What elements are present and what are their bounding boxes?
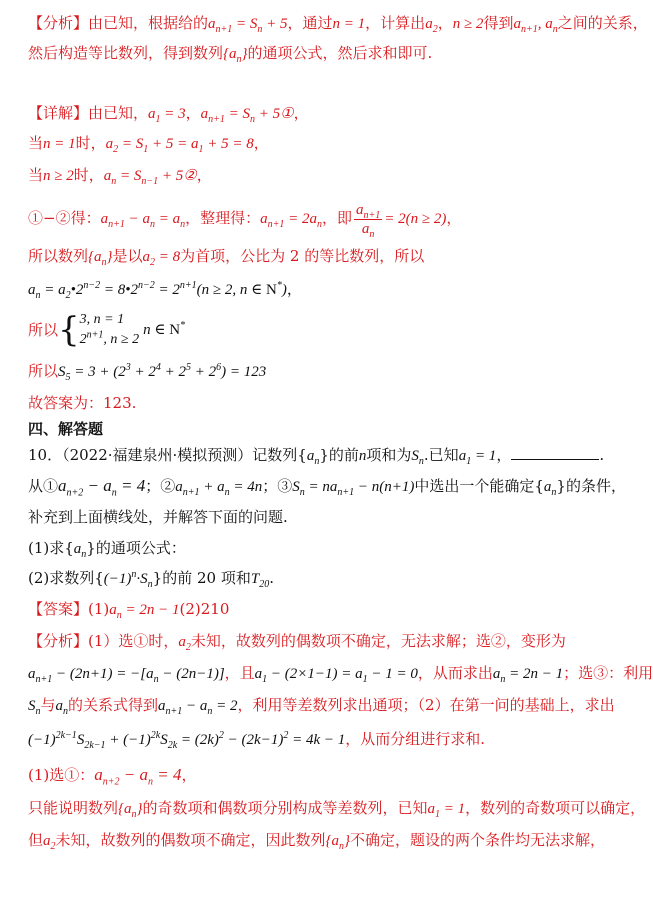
detail-line-5	[28, 245, 424, 268]
answer-line: 故答案为：123.	[28, 394, 137, 412]
detail-line-4	[28, 198, 461, 239]
text: 只能说明数列	[28, 799, 119, 817]
text: 所以数列	[28, 247, 89, 265]
text: }的通项公式：	[86, 539, 186, 557]
formula: n	[358, 448, 367, 464]
formula: $a_{n+2} - a_n = 4$	[94, 765, 182, 788]
text: 项和为	[366, 446, 412, 464]
formula: $\{a_n\}$	[223, 46, 248, 65]
text: 为首项，公比为 2 的等比数列，所以	[180, 247, 425, 265]
formula: $a_1 = 1$	[427, 801, 466, 820]
formula: $T_{20}$	[250, 571, 270, 590]
text: ，计算出	[365, 14, 426, 32]
text: ，整理得：	[185, 209, 261, 227]
cases: 3, n = 1 $2^{n+1}$, n ≥ 2	[79, 312, 140, 347]
formula: n = 1	[332, 16, 366, 32]
detail-line-3	[28, 164, 212, 187]
text: 所以	[28, 362, 59, 380]
text: 然后构造等比数列，得到数列	[28, 44, 224, 62]
text: 之间的关系，	[557, 14, 648, 32]
text: (2)求数列{	[28, 569, 104, 587]
text: 10．（2022·福建泉州·模拟预测）记数列{	[28, 446, 307, 464]
text: ，	[286, 280, 302, 298]
analysis-tag: 【分析】	[28, 632, 89, 650]
brace: {	[58, 310, 80, 350]
text: ，且	[224, 664, 255, 682]
detail-line-6	[28, 278, 302, 301]
detail-line-8	[28, 360, 266, 383]
detail-tag: 【详解】	[28, 104, 89, 122]
text: ，	[437, 14, 453, 32]
text: 的关系式得到	[68, 696, 159, 714]
text: (1)选①：	[28, 766, 95, 784]
answer2-line	[28, 598, 229, 621]
formula: n ≥ 2	[452, 16, 484, 32]
text: ，	[293, 104, 309, 122]
text: 不确定，题设的两个条件均无法求解，	[350, 831, 606, 849]
detail-line-2	[28, 132, 269, 155]
formula: $a_n$ = $a_2•2^{n-2}$ = $8•2^{n-2} = 2^{n+1}(n \ge 2$, n ∈ N*)	[28, 280, 287, 301]
analysis2-line-4	[28, 728, 485, 751]
text: 时，	[73, 166, 104, 184]
formula: $\{a_n\}$	[118, 801, 143, 820]
text: 得到	[483, 14, 514, 32]
text: .	[269, 569, 274, 587]
formula: $a_2$	[425, 16, 438, 35]
formula: $a_n$	[306, 448, 320, 467]
text: ，	[196, 166, 212, 184]
text: .	[599, 446, 605, 464]
text: ，	[181, 766, 197, 784]
formula: $a_{n+1} + a_n = 4n$	[175, 479, 263, 498]
formula: $a_2$	[43, 833, 56, 852]
formula: $S_n$	[411, 448, 424, 467]
formula: $a_n$	[543, 479, 557, 498]
text: 当	[28, 166, 44, 184]
text: 未知，故数列的偶数项不确定，因此数列	[55, 831, 326, 849]
formula: $a_2$	[178, 634, 191, 653]
text: }的条件，	[556, 477, 626, 495]
text: 当	[28, 134, 44, 152]
section-heading: 四、解答题	[28, 420, 104, 438]
text: ，从而分组进行求和.	[345, 730, 486, 748]
formula: $a_1 = 3$	[148, 106, 186, 125]
formula: $a_{n+1} - a_n = 2$	[158, 698, 238, 717]
text: }的前 20 项和	[152, 569, 251, 587]
formula: $a_1 = 1$	[458, 448, 497, 467]
question-line-1	[28, 444, 604, 467]
formula: $a_2 = 8$	[142, 249, 181, 268]
analysis2-line-3	[28, 694, 615, 717]
text: ①−②得：	[28, 209, 101, 227]
text: ，	[185, 104, 201, 122]
question-line-2	[28, 475, 626, 498]
text: ；③	[262, 477, 293, 495]
analysis2-line-2	[28, 662, 653, 685]
detail-line-1	[28, 102, 309, 125]
text: 未知，故数列的偶数项不确定，无法求解；选②，变形为	[190, 632, 566, 650]
formula: $a_2 = S_1 + 5 = a_1 + 5 = 8$	[105, 136, 254, 155]
formula: n ≥ 2	[43, 168, 74, 184]
formula: n = 1	[43, 136, 76, 152]
text: ，	[446, 209, 462, 227]
explain-line-1	[28, 797, 645, 820]
formula: $a_{n+2} - a_n = 4$	[58, 476, 146, 499]
text: 与	[40, 696, 56, 714]
piecewise	[58, 310, 185, 350]
text: 所以	[28, 321, 59, 339]
text: 中选出一个能确定{	[414, 477, 544, 495]
analysis-tag: 【分析】	[28, 14, 89, 32]
formula: $a_n$	[73, 541, 87, 560]
analysis2-line-1	[28, 630, 566, 653]
question-line-4	[28, 537, 186, 560]
formula: $S_n = na_{n+1} - n(n+1)$	[292, 479, 415, 498]
part1-selection	[28, 764, 196, 786]
formula: $\{a_n\}$	[325, 833, 351, 852]
text: (2)210	[179, 600, 230, 618]
text: (1)求{	[28, 539, 74, 557]
formula: $S_5 = 3 + (2^3 + 2^4 + 2^5 + 2^6) = 123$	[58, 362, 267, 383]
question-line-3: 补充到上面横线处，并解答下面的问题.	[28, 508, 288, 526]
text: (1）选①时，	[88, 632, 179, 650]
text: ；②	[145, 477, 176, 495]
formula: n ∈ N*	[143, 320, 186, 338]
text: (1)	[88, 600, 110, 618]
text: ，利用等差数列求出通项；（2）在第一问的基础上，求出	[237, 696, 615, 714]
text: ；选③：利用	[563, 664, 653, 682]
text: 由已知，根据给的	[88, 14, 209, 32]
text: 由已知，	[88, 104, 149, 122]
text: 时，	[75, 134, 106, 152]
formula: $a_{n+1} - a_n = a_n$	[100, 211, 186, 230]
formula: $(-1)^n\cdot S_n$	[103, 569, 153, 590]
formula: $a_{n+1} = S_n + 5$	[208, 16, 288, 35]
text: 的通项公式，然后求和即可.	[247, 44, 433, 62]
text: ，	[496, 446, 512, 464]
formula: $a_{n+1} = S_n$ + 5①	[200, 106, 294, 125]
formula: = 2(n ≥ 2)	[384, 211, 447, 227]
text: ，数列的奇数项可以确定，	[465, 799, 646, 817]
text: .已知	[423, 446, 459, 464]
explain-line-2	[28, 829, 605, 852]
formula: $a_n = S_{n-1}$ + 5②	[103, 168, 197, 187]
answer-blank	[511, 445, 599, 460]
formula: $a_n = 2n - 1$	[109, 602, 180, 621]
formula: $a_n = 2n - 1$	[492, 666, 564, 685]
formula: $(-1)^{2k-1}S_{2k-1} + (-1)^{2k}S_{2k} = (2k)^2 - (2k-1)^2 = 4k - 1$	[28, 730, 346, 751]
formula: $\{a_n\}$	[88, 249, 113, 268]
detail-line-7	[28, 310, 185, 354]
text: 是以	[112, 247, 143, 265]
question-line-5	[28, 567, 274, 590]
text: 从①	[28, 477, 59, 495]
text: ，从而求出	[417, 664, 493, 682]
text: ，	[253, 134, 269, 152]
text: 的奇数项和偶数项分别构成等差数列，已知	[142, 799, 428, 817]
formula: $a_1 - (2\times 1-1) = a_1 - 1 = 0$	[254, 666, 418, 685]
fraction: $\frac{a_{n+1}}{a_n}$	[355, 201, 381, 240]
text: ，即	[321, 209, 352, 227]
formula: $S_n$	[28, 698, 41, 717]
formula: $a_{n+1}$, $a_n$	[513, 16, 558, 35]
formula: $a_{n+1} - (2n+1) = -[a_n - (2n-1)]$	[28, 666, 225, 685]
formula: $a_n$	[55, 698, 69, 717]
answer-tag: 【答案】	[28, 600, 89, 618]
text: 但	[28, 831, 44, 849]
text: }的前	[319, 446, 359, 464]
text: ，通过	[287, 14, 333, 32]
analysis-line-2	[28, 42, 432, 65]
analysis-line-1	[28, 12, 648, 35]
formula: $a_{n+1} = 2a_n$	[260, 211, 322, 230]
